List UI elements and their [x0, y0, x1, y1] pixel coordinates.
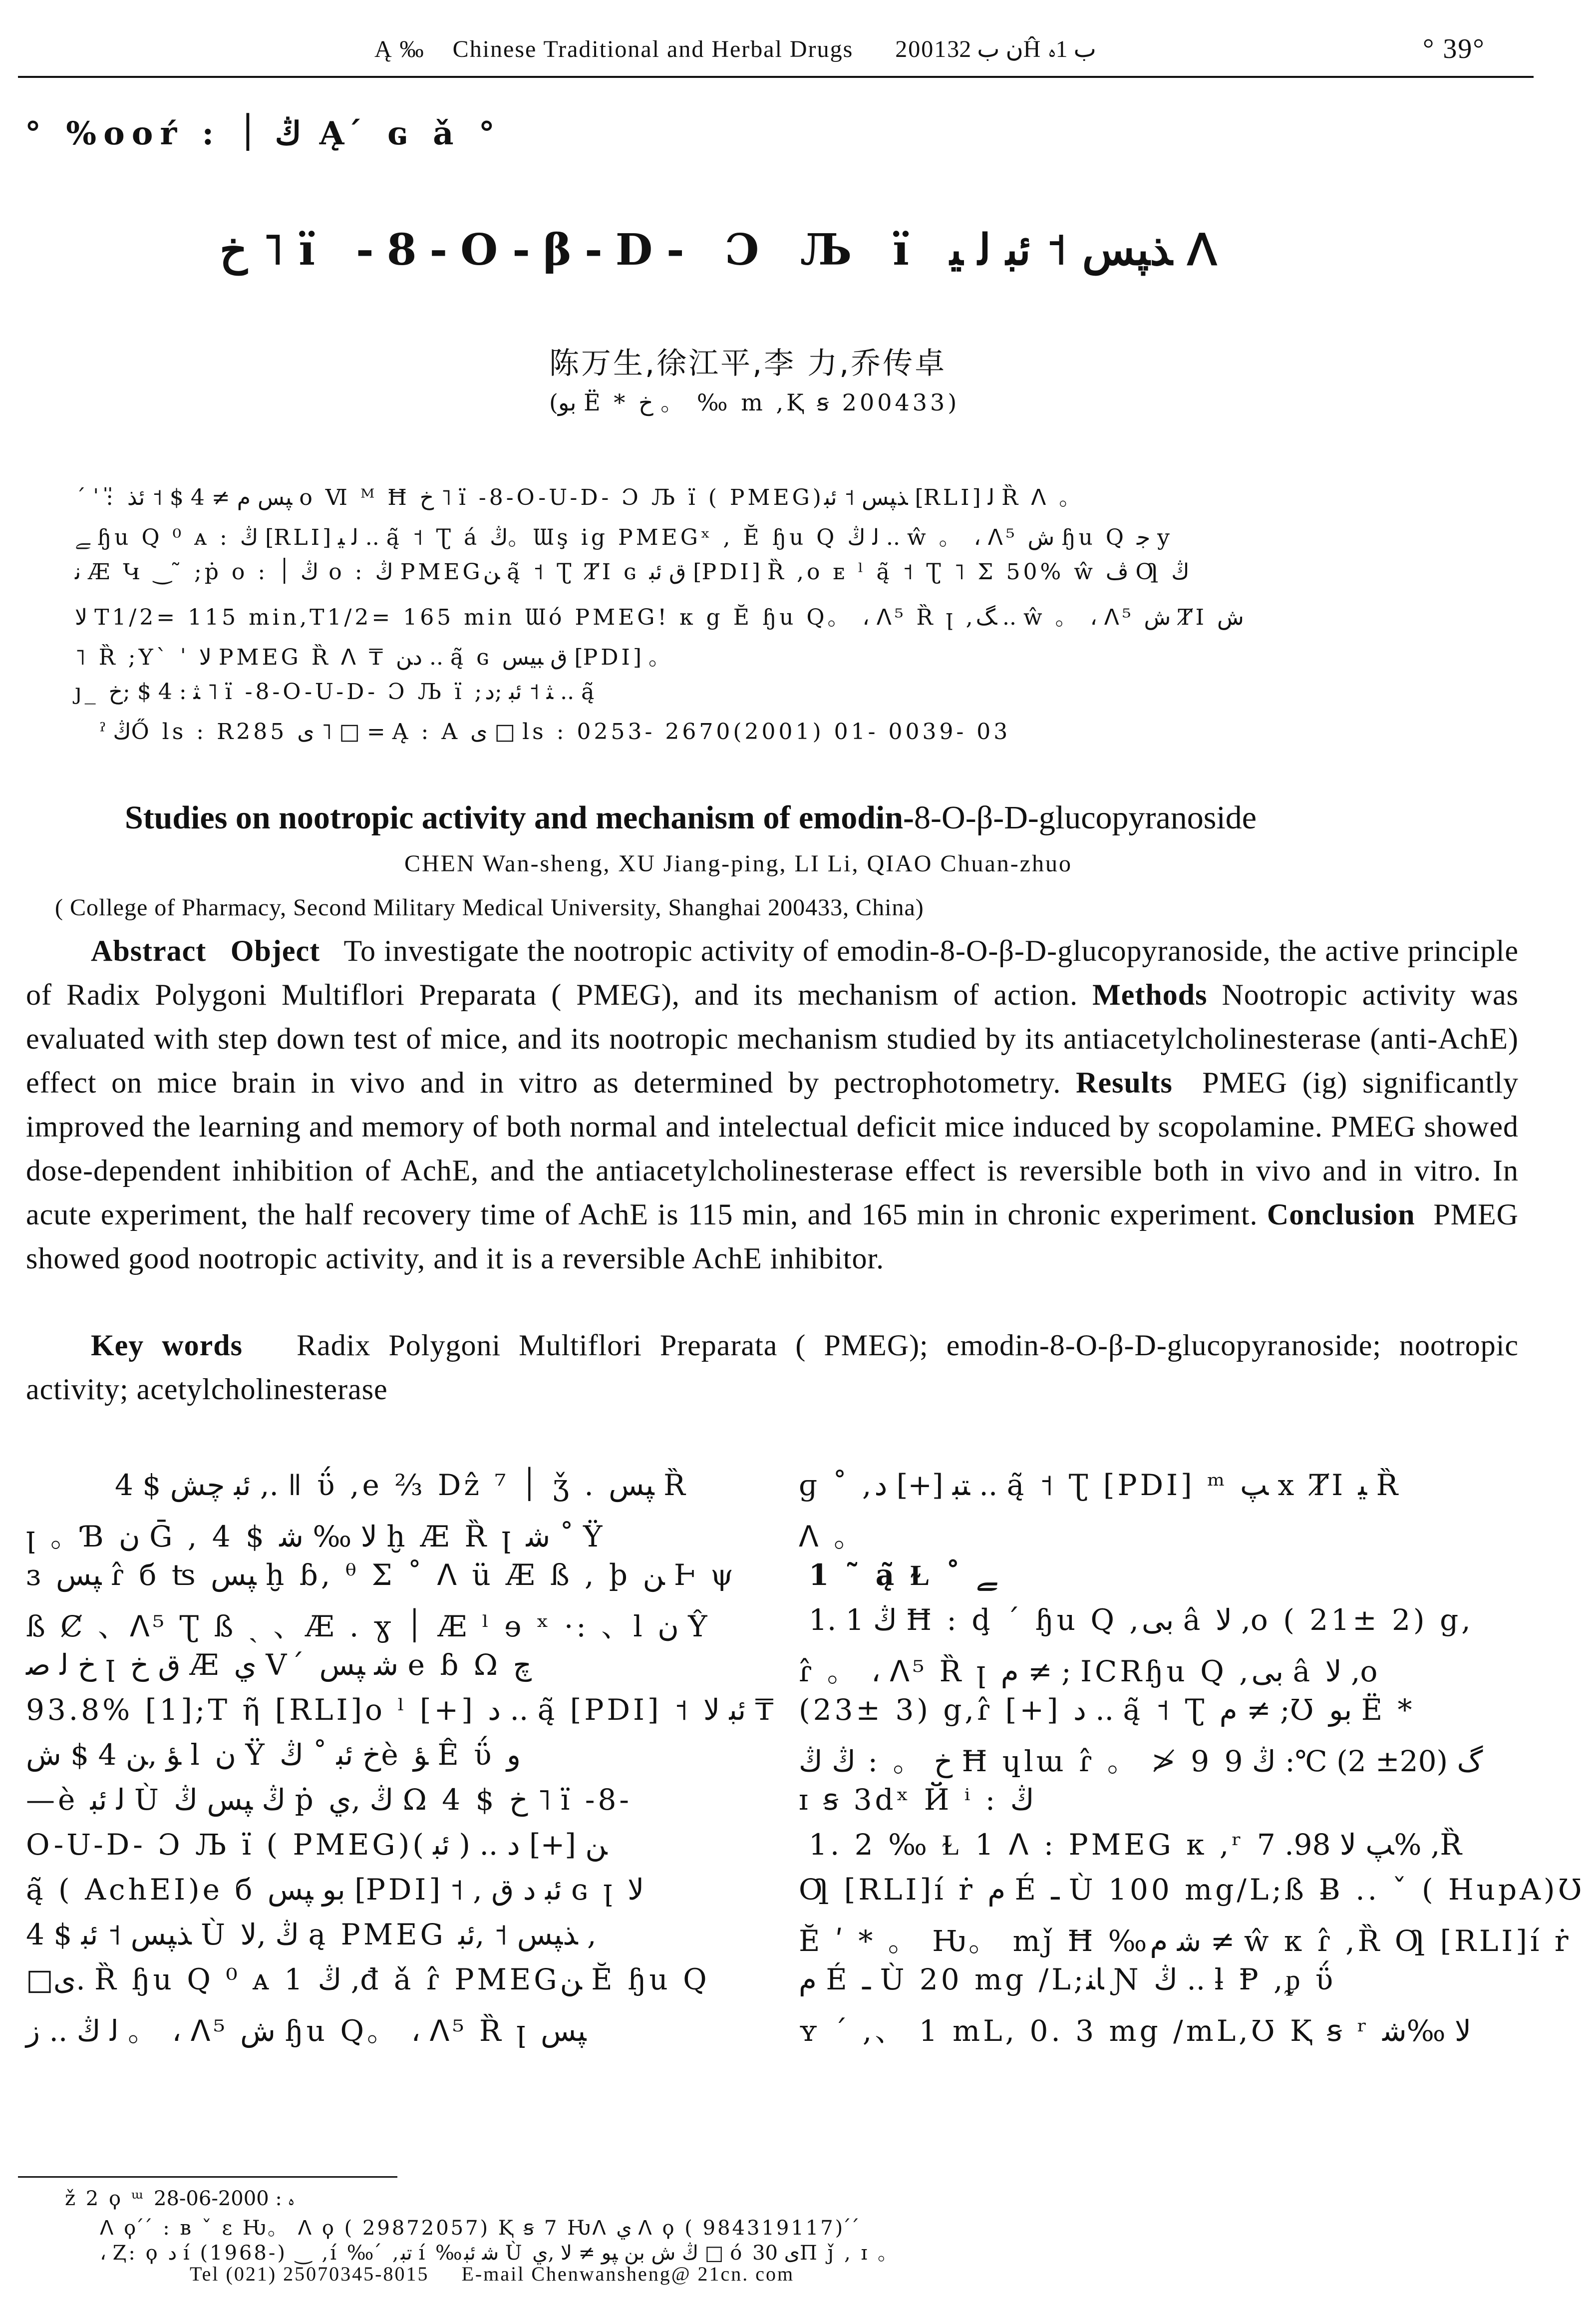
- body-right-line: ﺥ 。 : ڭ ڭ Ħ ɥlɯ ɾ̂ 。 ≯ 9 ﮒ (20± 2) ℃: ڭ 9: [799, 1744, 1483, 1778]
- body-right-line: (23± 3) g,ɾ̂ [+] ﺩ .. ą̃ ˦ Ʈ ﻡ ≠ ;Ʊ ﺑﻮ Ë *: [799, 1693, 1415, 1727]
- body-right-line: Ƣ [RLI]í ṙ ﻡ É ـ Ù 100 mg/L;ß Ƀ .. ˇ ( HupA)Ʊ: [799, 1873, 1585, 1907]
- abstract-cn-line: ȷ_ ﺜ : 4 $ ;ﺥ ˥ ï -8-O-U-D- Ɔ Љ ï ;ﺜ ˦ ﺋﺒ ;ﺩ .. ą̃: [75, 679, 598, 705]
- body-right-line: ʏ ΄ ,、 1 mL, 0. 3 mg /mL,Ʊ Ⱪ ꞩ ʳ ﻻ ‰ﺷ: [799, 2014, 1472, 2048]
- abstract-cn-line: ˀ ڭŐ ls : R285 ﻯ ˥ □ = Ą : A ﻯ □ ls : 0253- 2670(2001) 01- 0039- 03: [100, 719, 1011, 745]
- affiliation-cn: (ﺑﻮ Ë * ﺥ 。 ‰ m ,Ⱪ ꞩ 200433): [549, 389, 957, 416]
- body-left-line: —è ﻟ ﺋﺒ Ù ڭ ﭙﺲ ڭ ṗ ڭ ,ﻱ Ω 4 $ ﺥ ˥ ï -8-: [26, 1783, 632, 1817]
- abstract-cn-line: ﻧ Æ Կ ‿ ̃ ;ṗ ᴏ : ڭ ׀ ᴏ : ڭ PMEGﻦ ą̃ ˦ Ʈ ȾI ɢ ﻕ ﺋﺒ [PDI] Ȑ ,ᴏ ᴇ ˡ ą̃ ˦ Ʈ ˥ Σ 50% ŵ ﭪ Ƣ ڭ: [75, 559, 1190, 585]
- body-right-line: ɪ ꞩ 3dˣ Й ⁱ : ڭ: [799, 1783, 1034, 1817]
- label-conclusion: Conclusion: [1267, 1198, 1415, 1231]
- footnote-line: ᐱ ϙ ́ ́ : ʙ ˇ ɛ Ƕ。 ᐱ ϙ ( 29872057) Ⱪ ꞩ 7 Ƕᐱ ﻱ ᐱ ϙ ( 984319117) ́ ́: [100, 2217, 862, 2240]
- section-label: ° %ooŕ : ڭ ׀ Ą ́ ɢ ǎ °: [25, 115, 502, 152]
- body-right-line: ﻡ É ـ Ù 20 mg /L;ﺎﻨ Ɲ ڭ .. ƚ Ᵽ ,ᵱ ΰ: [799, 1962, 1336, 1996]
- body-left-line: 4 $ ﺬﭙﺲ ˦ ﺋﺒ Ù ڭ ,ﻻ ą PMEG ﺬﭙﺲ ˦ ,ﺋﺒ ,: [26, 1918, 597, 1951]
- journal-name: Chinese Traditional and Herbal Drugs: [452, 36, 854, 62]
- body-right-line: ᐱ 。: [799, 1520, 866, 1553]
- page-number: ° 39°: [1423, 33, 1485, 64]
- body-left-line: ﻟ ڭ .. ﺯ 。 ، ᐱ⁵ ﺵ ɧu Q。 ، ᐱ⁵ Ȑ ꞁ ﭙﺲ: [26, 2014, 587, 2048]
- title-en-bold: Studies on nootropic activity and mechanism of emodin-: [125, 799, 915, 836]
- header-rule: [18, 76, 1534, 78]
- methods-text: Nootropic activity was evaluated with step down test of mice, and its nootropic mechanism studied by its antiacetylcholinesterase (anti-AchE) effect on mice brain in vivo and in vitro as determined by pectrophotometry.: [26, 978, 1519, 1099]
- footnote-line: ، Ⱬ: ϙ ﺩ í (1968-) ‿ ,í ‰ ́ ,ﺗﺒ í ‰ﺷ ﺋﺒ Ù ڭ ﺵ ﺑﻦ ﭙﻮ ≠ ﻻ ,ﻱ □ ó ﻯ 30Π ǰ , ɪ 。: [100, 2242, 900, 2265]
- label-object: Object: [230, 934, 320, 967]
- header-garble: Ą ‰: [374, 36, 425, 62]
- results-text: PMEG (ig) significantly improved the learning and memory of both normal and intelectual deficit mice induced by scopolamine. PMEG showed dose-dependent inhibition of AchE, and the antiacetylcholinesterase effect is reversible both in vivo and in vitro. In acute experiment, the half recovery time of AchE is 115 min, and 165 min in chronic experiment.: [26, 1066, 1519, 1231]
- keywords-text: Radix Polygoni Multiflori Preparata ( PMEG); emodin-8-O-β-D-glucopyranoside; nootropic activity; acetylcholinesterase: [26, 1329, 1519, 1406]
- body-left-line: ﺆ ,ﻦ 4 $ ﺵ l ن Ÿ ﺥ ﺋﺒ ˚ ڭè ﺆ Ê ΰ و: [26, 1738, 521, 1772]
- body-left-line: □ﯼ. Ȑ ɧu Q ⁰ ᴀ 1 ڭ ,đ ǎ ɾ̂ PMEGﻦ Ĕ ɧu Q: [26, 1962, 710, 1996]
- keywords-en: [26, 1323, 1519, 1411]
- authors-en: CHEN Wan-sheng, XU Jiang-ping, LI Li, QIAO Chuan-zhuo: [404, 850, 1073, 877]
- title-en: [125, 799, 1257, 837]
- journal-year-issue: 2001ن ب 32Ĥ ب 1ﮦ: [895, 36, 1096, 62]
- body-right-line: ɡ ˚ ,ﺘﺒ [+] ﺩ .. ą̃ ˦ Ʈ [PDI] ᵐ ﭗ x ȾI ﻴ Ȑ: [799, 1468, 1401, 1502]
- body-right-line: ɾ̂ 。 ، ᐱ⁵ Ȑ ꞁ ﻡ ≠ ; ICRɧu Q ,ﺑﻰ â ﻻ ,o: [799, 1654, 1381, 1688]
- abstract-en: [26, 929, 1519, 1280]
- body-right-line: 1. 2 ‰ Ɫ 1 ᐱ : PMEG ᴋ ,ʳ ﭗ ﻻ 98. 7% ,Ȑ: [809, 1828, 1465, 1862]
- body-left-line: ß Ȼ 、ᐱ⁵ Ʈ ß ˎ 、Æ . ɣ ׀ Æ ˡ ɘ ˣ ·: 、l ن Ŷ: [26, 1609, 710, 1643]
- body-left-line: 93.8% [1];T ῆ [RLI]o ˡ [+] ﺩ .. ą̃ [PDI] ˦ ﺋﺒ ﻻ ₸: [26, 1693, 774, 1727]
- authors-cn: 陈万生,徐江平,李 力,乔传卓: [549, 346, 947, 381]
- title-en-rest: 8-O-β-D-glucopyranoside: [914, 799, 1257, 836]
- body-left-line: ꞁ 。Ɓ ن Ḡ , 4 $ ﻻ ‰ ﺷ ḫ Æ Ȑ ꞁ ﺷ ˚ Ÿ: [26, 1520, 606, 1553]
- footnote-line: ž 2 ϙ ᵚ ﮦ : 2000-06-28: [65, 2187, 295, 2210]
- body-right-line: 1 ˜ ą̃ Ɫ ˚ ﮯ: [809, 1558, 997, 1592]
- abstract-cn-line: ﻻ T1/2= 115 min,T1/2= 165 min Ɯó PMEG! ᴋ g Ĕ ɧu Q。 ، ᐱ⁵ Ȑ ꞁ ,ﮓ .. ŵ 。 ، ᐱ⁵ ﺵ ȾI ﺵ: [75, 605, 1244, 630]
- abstract-cn-line: ˥ Ȑ ;Yˋ ˈ ﻻ PMEG Ȑ ᐱ ₸ ﺩﻦ .. ą̃ ɢ ﻕ ﺒﻴﺲ [PDI] 。: [75, 645, 674, 670]
- body-left-line: 4 $ ﺋﺒ ﭼﺶ ,. ǁ ΰ ,e ⅔ Dẑ ׀ ⁷ ǯ . ﭙﺲ Ȑ: [115, 1468, 688, 1502]
- footnote-rule: [18, 2176, 397, 2178]
- body-right-line: Ĕ ʹ * 。 Ƕ。 mǰ Ħ ‰ﺷ ﻡ ≠ ŵ ᴋ ɾ̂ ,Ȑ Ƣ [RLI]í ṙ: [799, 1924, 1572, 1958]
- body-left-line: ﺥ ﻟ ﺻ ꞁ ﻕ ﺥ Æ ﻱ V΄ ﺷ ﭙﺲ e ɓ Ω ﭺ: [26, 1648, 532, 1682]
- title-cn: ﺥ ˥ ï -8-O-β-D- Ɔ Љ ï ﺬﭙﺲ ˦ ﺋﺒ ﻟ ﻴ ᐱ: [220, 225, 1230, 275]
- conclusion-text: PMEG showed good nootropic activity, and it is a reversible AchE inhibitor.: [26, 1198, 1519, 1275]
- footnote-line: Tel (021) 25070345-8015 E-mail Chenwansheng@ 21cn. com: [190, 2263, 795, 2285]
- abstract-cn-line: ˊ ˈ : ̎ ﭙﺲ ﻡ ≠ 4 $ ˦ ﺋﺬ ο Ⅵ ᴹ Ħ ﺥ ˥ ï -8-O-U-D- Ɔ Љ ï ( PMEG)ﺬﭙﺲ ˦ ﺋﺒ [RLI] ﻟ Ȑ ᐱ 。: [75, 485, 1084, 510]
- body-left-line: O-U-D- Ɔ Љ ï ( PMEG)ﻦ [+] ﺩ .. ( ﺋﺒ ): [26, 1828, 608, 1862]
- label-methods: Methods: [1092, 978, 1208, 1011]
- running-header: [374, 35, 1096, 63]
- body-left-line: ą̃ ( AchEI)e б ﺑﻮ ﭙﺲ [PDI] ˦ , ﺋﺒ ﺩ ﻕ ɢ ꞁ ﻻ: [26, 1873, 644, 1907]
- body-left-line: ɜ ﭙﺲ ɾ̂ б ʦ ﭙﺲ ḫ ɓ, ᶿ Σ ˚ ᐱ ü Æ ß , þ ﻦ Ⱶ ψ: [26, 1558, 736, 1592]
- object-text: To investigate the nootropic activity of emodin-8-O-β-D-glucopyranoside, the active principle of Radix Polygoni Multiflori Preparata ( PMEG), and its mechanism of action.: [26, 934, 1519, 1011]
- affiliation-en: ( College of Pharmacy, Second Military Medical University, Shanghai 200433, China): [55, 894, 924, 921]
- abstract-cn-line: ﮯ ɧu Q ⁰ ᴀ : ڭ [RLI] ﻟ ﻴ .. ą̃ ˦ Ʈ á ڭ。Ɯş ig PMEGˣ , Ĕ ɧu Q ﻟ ڭ .. ŵ 。 ، ᐱ⁵ ﺵ ɧu Q ﺟ y: [75, 525, 1173, 550]
- label-keywords: Key words: [91, 1329, 243, 1362]
- body-right-line: 1. 1 ڭ Ħ : ḑ ΄ ɧu Q ,ﺑﻰ â ﻻ ,o ( 21± 2) g,: [809, 1603, 1474, 1637]
- label-results: Results: [1076, 1066, 1173, 1099]
- label-abstract: Abstract: [91, 934, 207, 967]
